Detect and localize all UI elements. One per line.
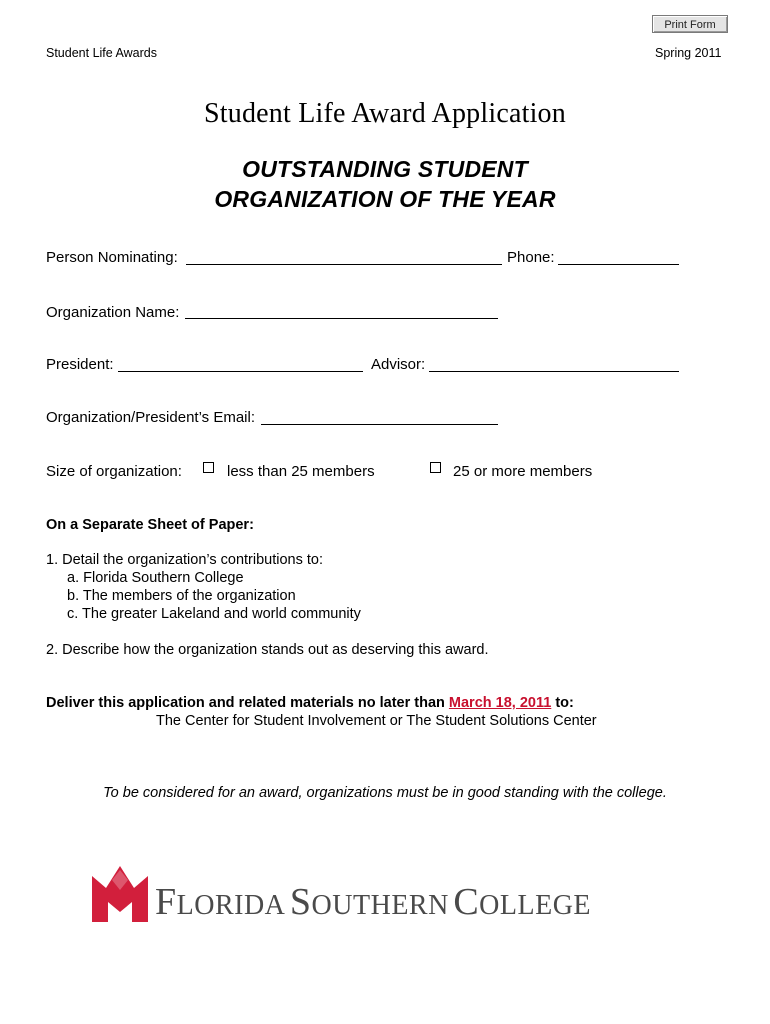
size-label: Size of organization: bbox=[46, 463, 182, 480]
header-left: Student Life Awards bbox=[46, 46, 157, 60]
organization-name-label: Organization Name: bbox=[46, 304, 180, 321]
subtitle-line2: ORGANIZATION OF THE YEAR bbox=[214, 186, 556, 212]
print-form-button[interactable]: Print Form bbox=[652, 15, 728, 33]
deadline-suffix: to: bbox=[555, 695, 574, 711]
person-nominating-label: Person Nominating: bbox=[46, 249, 178, 266]
email-label: Organization/President’s Email: bbox=[46, 409, 255, 426]
size-less-than-25-label: less than 25 members bbox=[227, 463, 375, 480]
person-nominating-field[interactable] bbox=[186, 264, 502, 265]
advisor-label: Advisor: bbox=[371, 356, 426, 373]
logo-outhern: OUTHERN bbox=[311, 890, 449, 921]
logo-f: F bbox=[155, 881, 177, 923]
instruction-item-1: 1. Detail the organization’s contributions to: bbox=[46, 552, 324, 568]
size-25-or-more-label: 25 or more members bbox=[453, 463, 593, 480]
instruction-item-1a: a. Florida Southern College bbox=[67, 570, 244, 586]
good-standing-note: To be considered for an award, organizations must be in good standing with the college. bbox=[103, 785, 667, 801]
logo-c: C bbox=[453, 881, 480, 923]
size-less-than-25-checkbox[interactable] bbox=[203, 462, 214, 473]
deadline-location: The Center for Student Involvement or The Student Solutions Center bbox=[156, 713, 597, 729]
college-wordmark bbox=[155, 880, 591, 924]
organization-name-field[interactable] bbox=[185, 318, 498, 319]
email-field[interactable] bbox=[261, 424, 498, 425]
subtitle-line1: OUTSTANDING STUDENT bbox=[242, 156, 528, 182]
deadline-line bbox=[46, 695, 574, 711]
college-crest-icon bbox=[92, 866, 148, 922]
page-title: Student Life Award Application bbox=[204, 98, 566, 129]
instruction-item-1b: b. The members of the organization bbox=[67, 588, 296, 604]
president-field[interactable] bbox=[118, 371, 363, 372]
deadline-prefix: Deliver this application and related materials no later than bbox=[46, 695, 445, 711]
logo-lorida: LORIDA bbox=[176, 890, 286, 921]
header-right: Spring 2011 bbox=[655, 46, 722, 60]
instruction-item-1c: c. The greater Lakeland and world community bbox=[67, 606, 361, 622]
phone-field[interactable] bbox=[558, 264, 679, 265]
advisor-field[interactable] bbox=[429, 371, 679, 372]
size-25-or-more-checkbox[interactable] bbox=[430, 462, 441, 473]
logo-s: S bbox=[289, 881, 312, 923]
phone-label: Phone: bbox=[507, 249, 555, 266]
separate-sheet-heading: On a Separate Sheet of Paper: bbox=[46, 517, 254, 533]
president-label: President: bbox=[46, 356, 114, 373]
logo-ollege: OLLEGE bbox=[479, 890, 592, 921]
instruction-item-2: 2. Describe how the organization stands out as deserving this award. bbox=[46, 642, 489, 658]
deadline-date: March 18, 2011 bbox=[448, 695, 552, 711]
